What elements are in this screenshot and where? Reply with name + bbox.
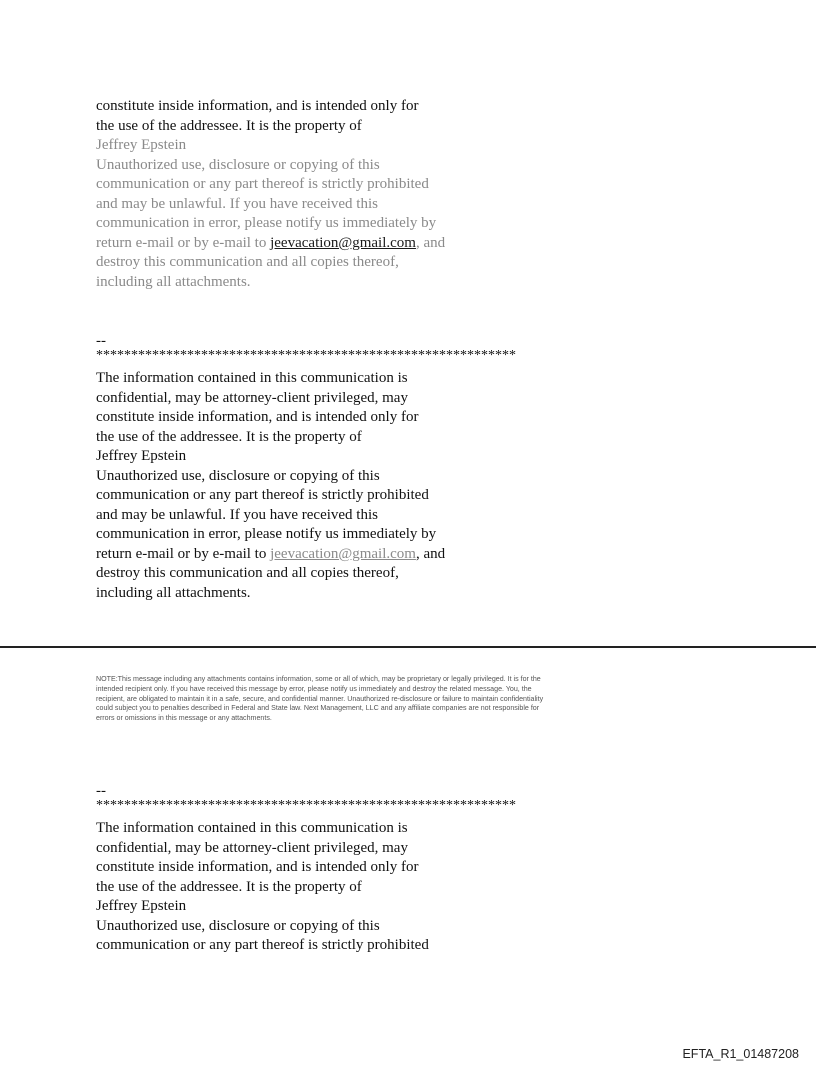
text-line: destroy this communication and all copies thereof, xyxy=(96,254,399,270)
email-line xyxy=(96,234,656,254)
text-line: the use of the addressee. It is the property of xyxy=(96,878,362,895)
disclaimer-block-1 xyxy=(96,97,656,292)
text-line: constitute inside information, and is intended only for xyxy=(96,859,419,875)
text-line: constitute inside information, and is intended only for xyxy=(96,409,419,425)
text-line: Jeffrey Epstein xyxy=(96,898,187,914)
text-fragment: , and xyxy=(415,545,446,562)
text-fragment: return e-mail or by e-mail to xyxy=(96,234,271,251)
email-line xyxy=(96,545,656,565)
text-line: the use of the addressee. It is the property of xyxy=(96,117,362,134)
separator-dashes: -- xyxy=(96,783,106,799)
text-line: Unauthorized use, disclosure or copying of this xyxy=(96,156,380,173)
text-line: Unauthorized use, disclosure or copying of this xyxy=(96,467,380,484)
text-line: Jeffrey Epstein xyxy=(96,448,187,464)
text-line: communication in error, please notify us immediately by xyxy=(96,215,437,231)
text-line: constitute inside information, and is intended only for xyxy=(96,98,419,114)
text-line: and may be unlawful. If you have received this xyxy=(96,506,378,523)
text-fragment: return e-mail or by e-mail to xyxy=(96,545,271,562)
text-line: communication or any part thereof is strictly prohibited xyxy=(96,937,429,953)
text-line: Unauthorized use, disclosure or copying of this xyxy=(96,917,380,934)
horizontal-divider xyxy=(0,646,816,648)
disclaimer-block-2 xyxy=(96,334,656,603)
separator-stars: ************************************************************ xyxy=(96,798,516,813)
text-line: Jeffrey Epstein xyxy=(96,137,187,153)
notice-line: could subject you to penalties described in Federal and State law. Next Management, LLC and any affiliate companies are not responsible for xyxy=(96,704,540,713)
notice-line: intended recipient only. If you have received this message by error, please notify us immediately and destroy the related message. You, the xyxy=(96,684,532,693)
notice-line: errors or omissions in this message or any attachments. xyxy=(96,714,272,723)
document-id: EFTA_R1_01487208 xyxy=(682,1047,799,1061)
text-line: including all attachments. xyxy=(96,584,251,601)
text-line: communication in error, please notify us immediately by xyxy=(96,526,437,542)
email-link[interactable]: jeevacation@gmail.com xyxy=(270,234,416,251)
text-line: communication or any part thereof is strictly prohibited xyxy=(96,176,429,192)
notice-line: NOTE:This message including any attachments contains information, some or all of which, may be proprietary or legally privileged. It is for the xyxy=(96,675,541,683)
text-line: destroy this communication and all copies thereof, xyxy=(96,565,399,581)
text-line: communication or any part thereof is strictly prohibited xyxy=(96,487,429,503)
text-line: confidential, may be attorney-client privileged, may xyxy=(96,839,408,856)
text-line: and may be unlawful. If you have received this xyxy=(96,195,378,212)
separator-dashes: -- xyxy=(96,333,106,349)
separator-stars: ************************************************************ xyxy=(96,348,516,363)
text-fragment: , and xyxy=(415,234,446,251)
legal-notice xyxy=(96,675,726,724)
text-line: confidential, may be attorney-client privileged, may xyxy=(96,389,408,406)
text-line: including all attachments. xyxy=(96,273,251,290)
text-line: the use of the addressee. It is the property of xyxy=(96,428,362,445)
disclaimer-block-3 xyxy=(96,784,656,956)
notice-line: recipient, are obligated to maintain it in a safe, secure, and confidential manner. Unauthorized re-disclosure or failure to maintain confidentiality xyxy=(96,694,544,703)
email-link[interactable]: jeevacation@gmail.com xyxy=(270,545,416,562)
text-line: The information contained in this communication is xyxy=(96,820,408,836)
text-line: The information contained in this communication is xyxy=(96,370,408,386)
